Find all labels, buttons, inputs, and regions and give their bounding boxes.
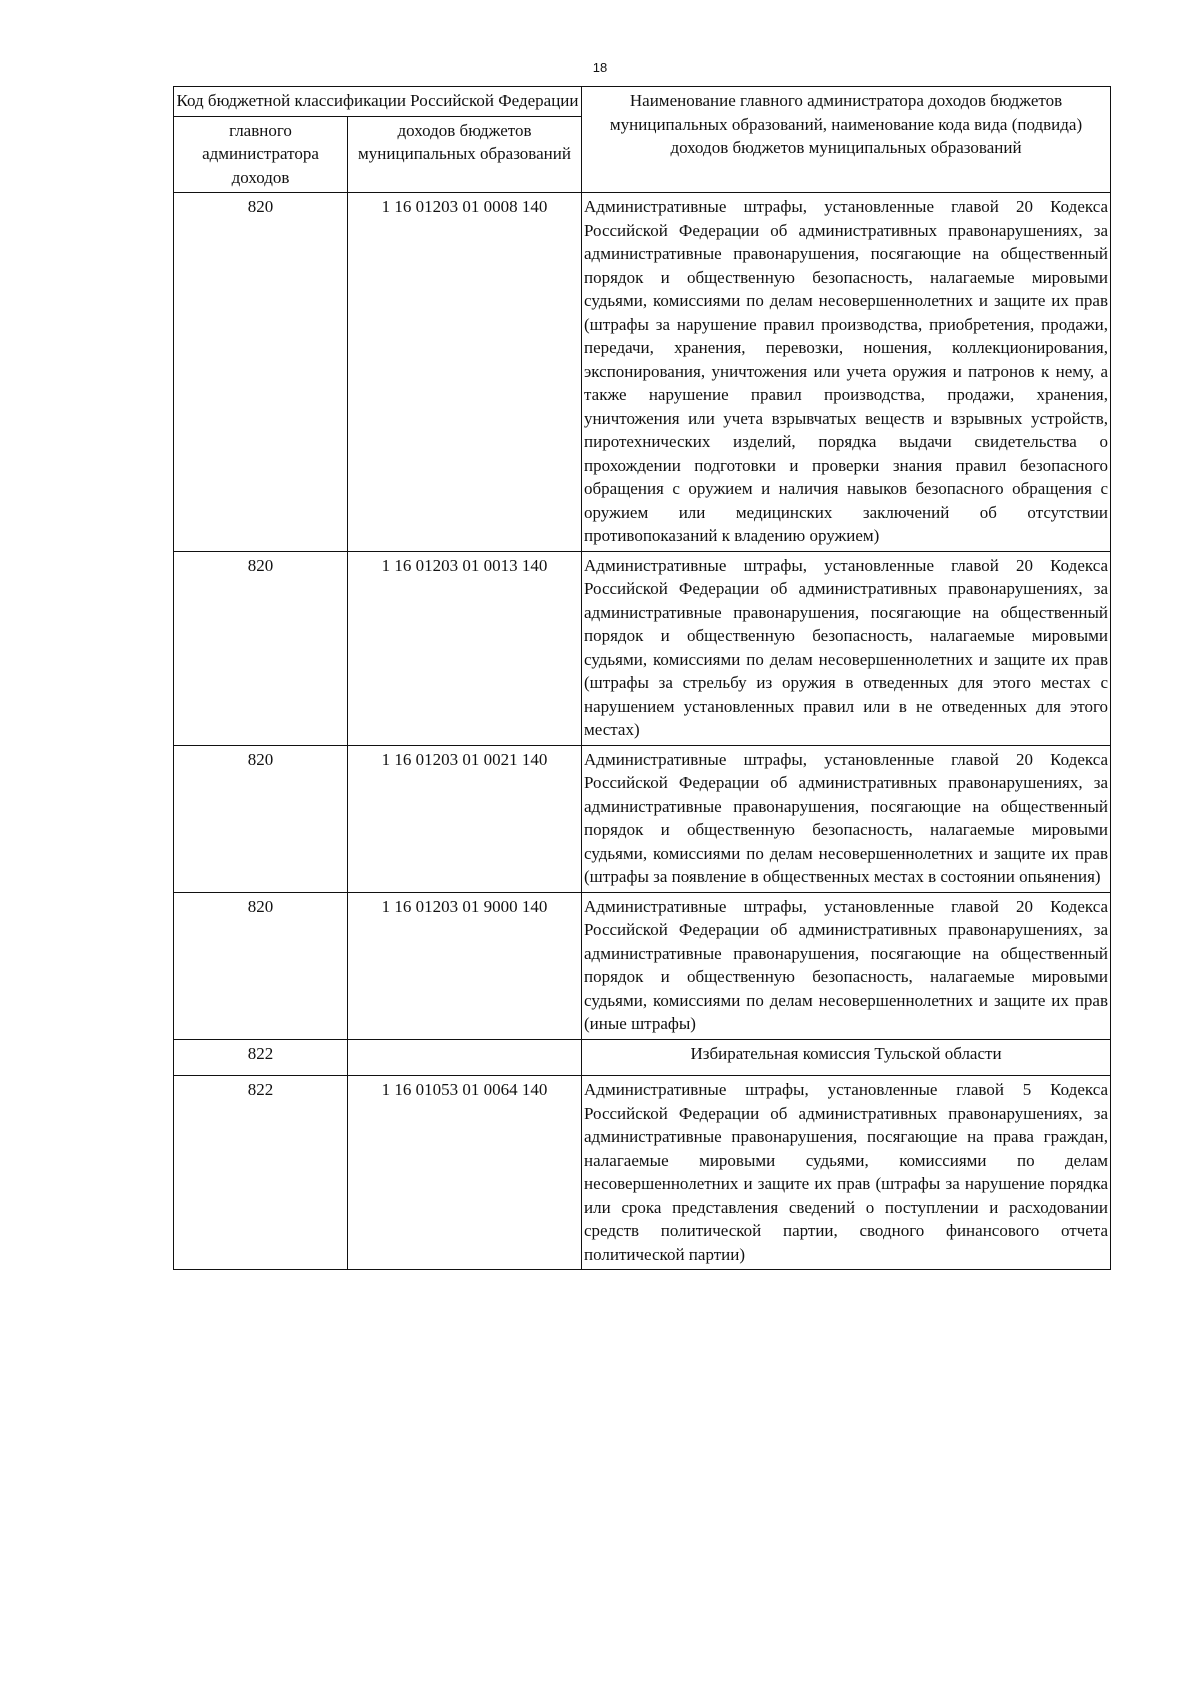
admin-code-cell: 820 (174, 892, 348, 1039)
income-name-cell: Избирательная комиссия Тульской области (582, 1039, 1111, 1076)
income-name-cell: Административные штрафы, установленные главой 5 Кодекса Российской Федерации об административных правонарушениях, за административные правонарушения, посягающие на права граждан, налагаемые мировыми судьями, комиссиями по делам несовершеннолетних и защите их прав (штрафы за нарушение порядка или срока представления сведений о поступлении и расходовании средств политической партии, сводного финансового отчета политической партии) (582, 1076, 1111, 1270)
table-row (174, 193, 1111, 552)
income-code-cell: 1 16 01203 01 9000 140 (348, 892, 582, 1039)
admin-code-cell: 820 (174, 745, 348, 892)
page-number: 18 (592, 60, 608, 75)
header-budget-code-group: Код бюджетной классификации Российской Федерации (174, 87, 582, 117)
table-row (174, 551, 1111, 745)
income-name-cell: Административные штрафы, установленные главой 20 Кодекса Российской Федерации об административных правонарушениях, за административные правонарушения, посягающие на общественный порядок и общественную безопасность, налагаемые мировыми судьями, комиссиями по делам несовершеннолетних и защите их прав (штрафы за появление в общественных местах в состоянии опьянения) (582, 745, 1111, 892)
income-code-cell: 1 16 01053 01 0064 140 (348, 1076, 582, 1270)
income-name-cell: Административные штрафы, установленные главой 20 Кодекса Российской Федерации об административных правонарушениях, за административные правонарушения, посягающие на общественный порядок и общественную безопасность, налагаемые мировыми судьями, комиссиями по делам несовершеннолетних и защите их прав (штрафы за стрельбу из оружия в отведенных для этого местах с нарушением установленных правил или в не отведенных для этого местах) (582, 551, 1111, 745)
table-row (174, 1076, 1111, 1270)
income-code-cell (348, 1039, 582, 1076)
income-code-cell: 1 16 01203 01 0013 140 (348, 551, 582, 745)
admin-code-cell: 822 (174, 1076, 348, 1270)
header-name-column: Наименование главного администратора доходов бюджетов муниципальных образований, наименование кода вида (подвида) доходов бюджетов муниципальных образований (582, 87, 1111, 193)
income-name-cell: Административные штрафы, установленные главой 20 Кодекса Российской Федерации об административных правонарушениях, за административные правонарушения, посягающие на общественный порядок и общественную безопасность, налагаемые мировыми судьями, комиссиями по делам несовершеннолетних и защите их прав (штрафы за нарушение правил производства, приобретения, продажи, передачи, хранения, перевозки, ношения, коллекционирования, экспонирования, уничтожения или учета оружия и патронов к нему, а также нарушение правил производства, продажи, хранения, уничтожения или учета взрывчатых веществ и взрывных устройств, пиротехнических изделий, порядка выдачи свидетельства о прохождении подготовки и проверки знания правил безопасного обращения с оружием и наличия навыков безопасного обращения с оружием или медицинских заключений об отсутствии противопоказаний к владению оружием) (582, 193, 1111, 552)
admin-code-cell: 820 (174, 193, 348, 552)
table-header-row (174, 87, 1111, 117)
admin-code-cell: 822 (174, 1039, 348, 1076)
income-code-cell: 1 16 01203 01 0008 140 (348, 193, 582, 552)
header-income-code: доходов бюджетов муниципальных образований (348, 116, 582, 193)
table-row (174, 745, 1111, 892)
income-code-cell: 1 16 01203 01 0021 140 (348, 745, 582, 892)
table-row (174, 1039, 1111, 1076)
budget-classification-table (173, 86, 1111, 1270)
admin-code-cell: 820 (174, 551, 348, 745)
table-row (174, 892, 1111, 1039)
income-name-cell: Административные штрафы, установленные главой 20 Кодекса Российской Федерации об административных правонарушениях, за административные правонарушения, посягающие на общественный порядок и общественную безопасность, налагаемые мировыми судьями, комиссиями по делам несовершеннолетних и защите их прав (иные штрафы) (582, 892, 1111, 1039)
header-main-administrator: главного администратора доходов (174, 116, 348, 193)
